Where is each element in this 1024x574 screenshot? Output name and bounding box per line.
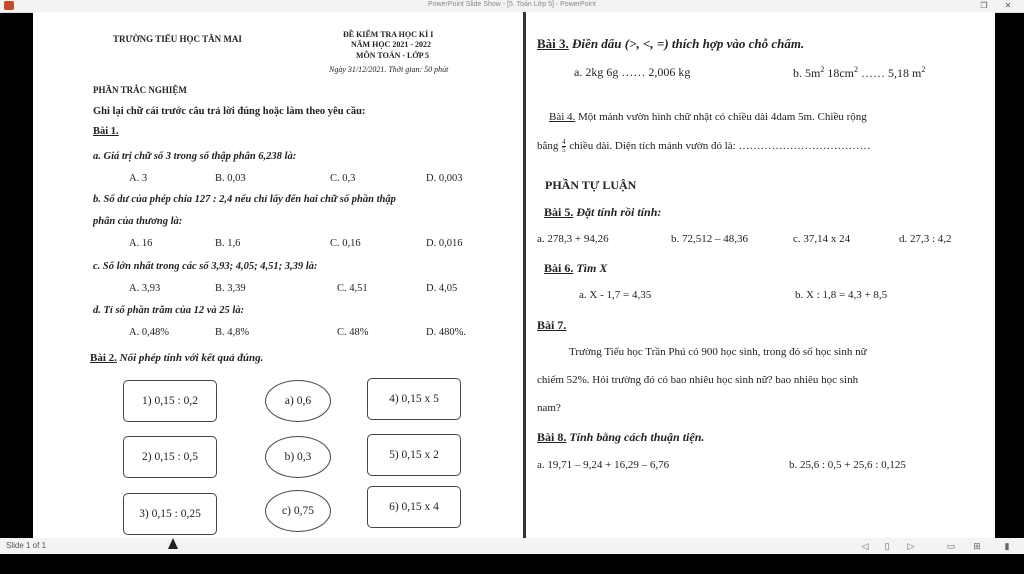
- end-show-icon[interactable]: ▮: [1004, 541, 1010, 551]
- bai5-item-b: b. 72,512 – 48,36: [671, 233, 748, 245]
- bai6-text: Tìm X: [573, 261, 608, 275]
- bai3-b-sup1: 2: [820, 65, 825, 74]
- close-icon[interactable]: ✕: [1004, 1, 1012, 10]
- bai3-item-a: a. 2kg 6g …… 2,006 kg: [574, 65, 691, 79]
- bai3-b-mid: 18cm: [824, 66, 855, 80]
- bai3-b-post: …… 5,18 m: [858, 66, 922, 80]
- previous-icon[interactable]: ◁: [861, 541, 869, 551]
- pause-icon[interactable]: ▯: [884, 541, 890, 551]
- bai3-label: Bài 3.: [537, 36, 569, 51]
- bai2-text: Nối phép tính với kết quả đúng.: [119, 352, 264, 364]
- bai4-line2: [537, 139, 871, 154]
- bai5-item-a: a. 278,3 + 94,26: [537, 233, 609, 245]
- bai3-heading: [537, 36, 804, 52]
- match-expression-3: 3) 0,15 : 0,25: [123, 493, 217, 535]
- window-title: PowerPoint Slide Show - [5. Toán Lớp 5] - PowerPoint: [428, 1, 596, 8]
- question-c: c. Số lớn nhất trong các số 3,93; 4,05; 4,51; 3,39 là:: [93, 261, 318, 272]
- subject-label: MÔN TOÁN - LỚP 5: [356, 51, 430, 60]
- exam-title: ĐỀ KIỂM TRA HỌC KÌ I: [343, 30, 434, 39]
- option-c: C. 0,3: [330, 173, 356, 184]
- match-result-c: c) 0,75: [265, 490, 331, 532]
- bai7-line2: chiếm 52%. Hỏi trường đó có bao nhiêu học sinh nữ? bao nhiêu học sinh: [537, 374, 859, 386]
- fraction-4-5: [562, 139, 566, 154]
- option-a: A. 3,93: [129, 283, 161, 294]
- bai7-line1: Trường Tiểu học Trần Phú có 900 học sinh, trong đó số học sinh nữ: [569, 346, 867, 358]
- option-d: D. 0,003: [426, 173, 463, 184]
- column-divider: [523, 12, 526, 538]
- slide-indicator: Slide 1 of 1: [6, 541, 47, 550]
- bai4-text: Một mảnh vườn hình chữ nhật có chiều dài 4dam 5m. Chiều rộng: [575, 111, 867, 123]
- bai2-label: Bài 2.: [90, 352, 117, 364]
- question-d: d. Tỉ số phần trăm của 12 và 25 là:: [93, 305, 245, 316]
- bai6-label: Bài 6.: [544, 261, 574, 275]
- bai1-label: Bài 1.: [93, 126, 119, 137]
- bai8-heading: [537, 430, 704, 445]
- match-expression-5: 5) 0,15 x 2: [367, 434, 461, 476]
- bai5-text: Đặt tính rồi tính:: [573, 205, 662, 219]
- bai7-label: Bài 7.: [537, 318, 567, 332]
- school-name: TRƯỜNG TIỂU HỌC TÂN MAI: [113, 34, 242, 44]
- bai3-b-sup3: 2: [921, 65, 926, 74]
- bai5-heading: [544, 205, 661, 220]
- zoom-icon[interactable]: ⊞: [973, 541, 981, 551]
- bai5-item-d: d. 27,3 : 4,2: [899, 233, 952, 245]
- option-a: A. 3: [129, 173, 148, 184]
- slideshow-statusbar: [0, 538, 1024, 554]
- bai6-item-b: b. X : 1,8 = 4,3 + 8,5: [795, 289, 888, 301]
- option-a: A. 16: [129, 238, 153, 249]
- option-c: C. 0,16: [330, 238, 361, 249]
- bai8-label: Bài 8.: [537, 430, 567, 444]
- bai4-post: chiều dài. Diện tích mảnh vườn đó là: ………………………………: [569, 140, 871, 153]
- match-expression-1: 1) 0,15 : 0,2: [123, 380, 217, 422]
- option-a: A. 0,48%: [129, 327, 169, 338]
- bai6-item-a: a. X - 1,7 = 4,35: [579, 289, 652, 301]
- option-d: D. 480%.: [426, 327, 466, 338]
- mouse-cursor-icon: [168, 538, 178, 549]
- option-b: B. 1,6: [215, 238, 241, 249]
- slide-canvas: [33, 12, 995, 538]
- bai8-item-b: b. 25,6 : 0,5 + 25,6 : 0,125: [789, 459, 906, 471]
- match-result-b: b) 0,3: [265, 436, 331, 478]
- bai8-item-a: a. 19,71 – 9,24 + 16,29 – 6,76: [537, 459, 670, 471]
- menu-icon[interactable]: ▭: [946, 541, 956, 551]
- question-a: a. Giá trị chữ số 3 trong số thập phân 6,238 là:: [93, 151, 297, 162]
- bai4-pre: bằng: [537, 140, 559, 153]
- match-expression-6: 6) 0,15 x 4: [367, 486, 461, 528]
- question-b-line2: phân của thương là:: [93, 216, 183, 227]
- bai5-item-c: c. 37,14 x 24: [793, 233, 851, 245]
- section-trac-nghiem: PHẦN TRẮC NGHIỆM: [93, 85, 187, 95]
- bai7-line3: nam?: [537, 402, 561, 414]
- school-year: NĂM HỌC 2021 - 2022: [351, 40, 431, 49]
- bai8-text: Tính bằng cách thuận tiện.: [566, 430, 705, 444]
- bai5-label: Bài 5.: [544, 205, 574, 219]
- match-result-a: a) 0,6: [265, 380, 331, 422]
- restore-icon[interactable]: ❐: [980, 1, 988, 10]
- match-expression-4: 4) 0,15 x 5: [367, 378, 461, 420]
- bai3-item-b: [793, 65, 925, 81]
- option-b: B. 4,8%: [215, 327, 250, 338]
- bai3-b-pre: b. 5m: [793, 66, 821, 80]
- bai3-b-sup2: 2: [854, 65, 859, 74]
- fraction-denominator: 5: [562, 146, 566, 154]
- fraction-numerator: 4: [562, 138, 566, 146]
- option-d: D. 4,05: [426, 283, 458, 294]
- option-c: C. 48%: [337, 327, 369, 338]
- option-d: D. 0,016: [426, 238, 463, 249]
- bai3-text: Điền dấu (>, <, =) thích hợp vào chỗ chấm.: [572, 36, 805, 51]
- exam-date-time: Ngày 31/12/2021. Thời gian: 50 phút: [329, 65, 449, 74]
- screen-bottom-edge: [0, 554, 1024, 574]
- question-b-line1: b. Số dư của phép chia 127 : 2,4 nếu chỉ lấy đến hai chữ số phần thập: [93, 194, 396, 205]
- bai4-line1: [549, 111, 867, 123]
- option-b: B. 0,03: [215, 173, 246, 184]
- instruction-text: Ghi lại chữ cái trước câu trả lời đúng hoặc làm theo yêu cầu:: [93, 106, 366, 117]
- match-expression-2: 2) 0,15 : 0,5: [123, 436, 217, 478]
- section-tu-luan: PHẦN TỰ LUẬN: [545, 178, 637, 192]
- bai4-label: Bài 4.: [549, 111, 576, 123]
- bai6-heading: [544, 261, 607, 276]
- option-b: B. 3,39: [215, 283, 246, 294]
- next-icon[interactable]: ▷: [907, 541, 915, 551]
- option-c: C. 4,51: [337, 283, 368, 294]
- bai2-heading: [90, 352, 263, 364]
